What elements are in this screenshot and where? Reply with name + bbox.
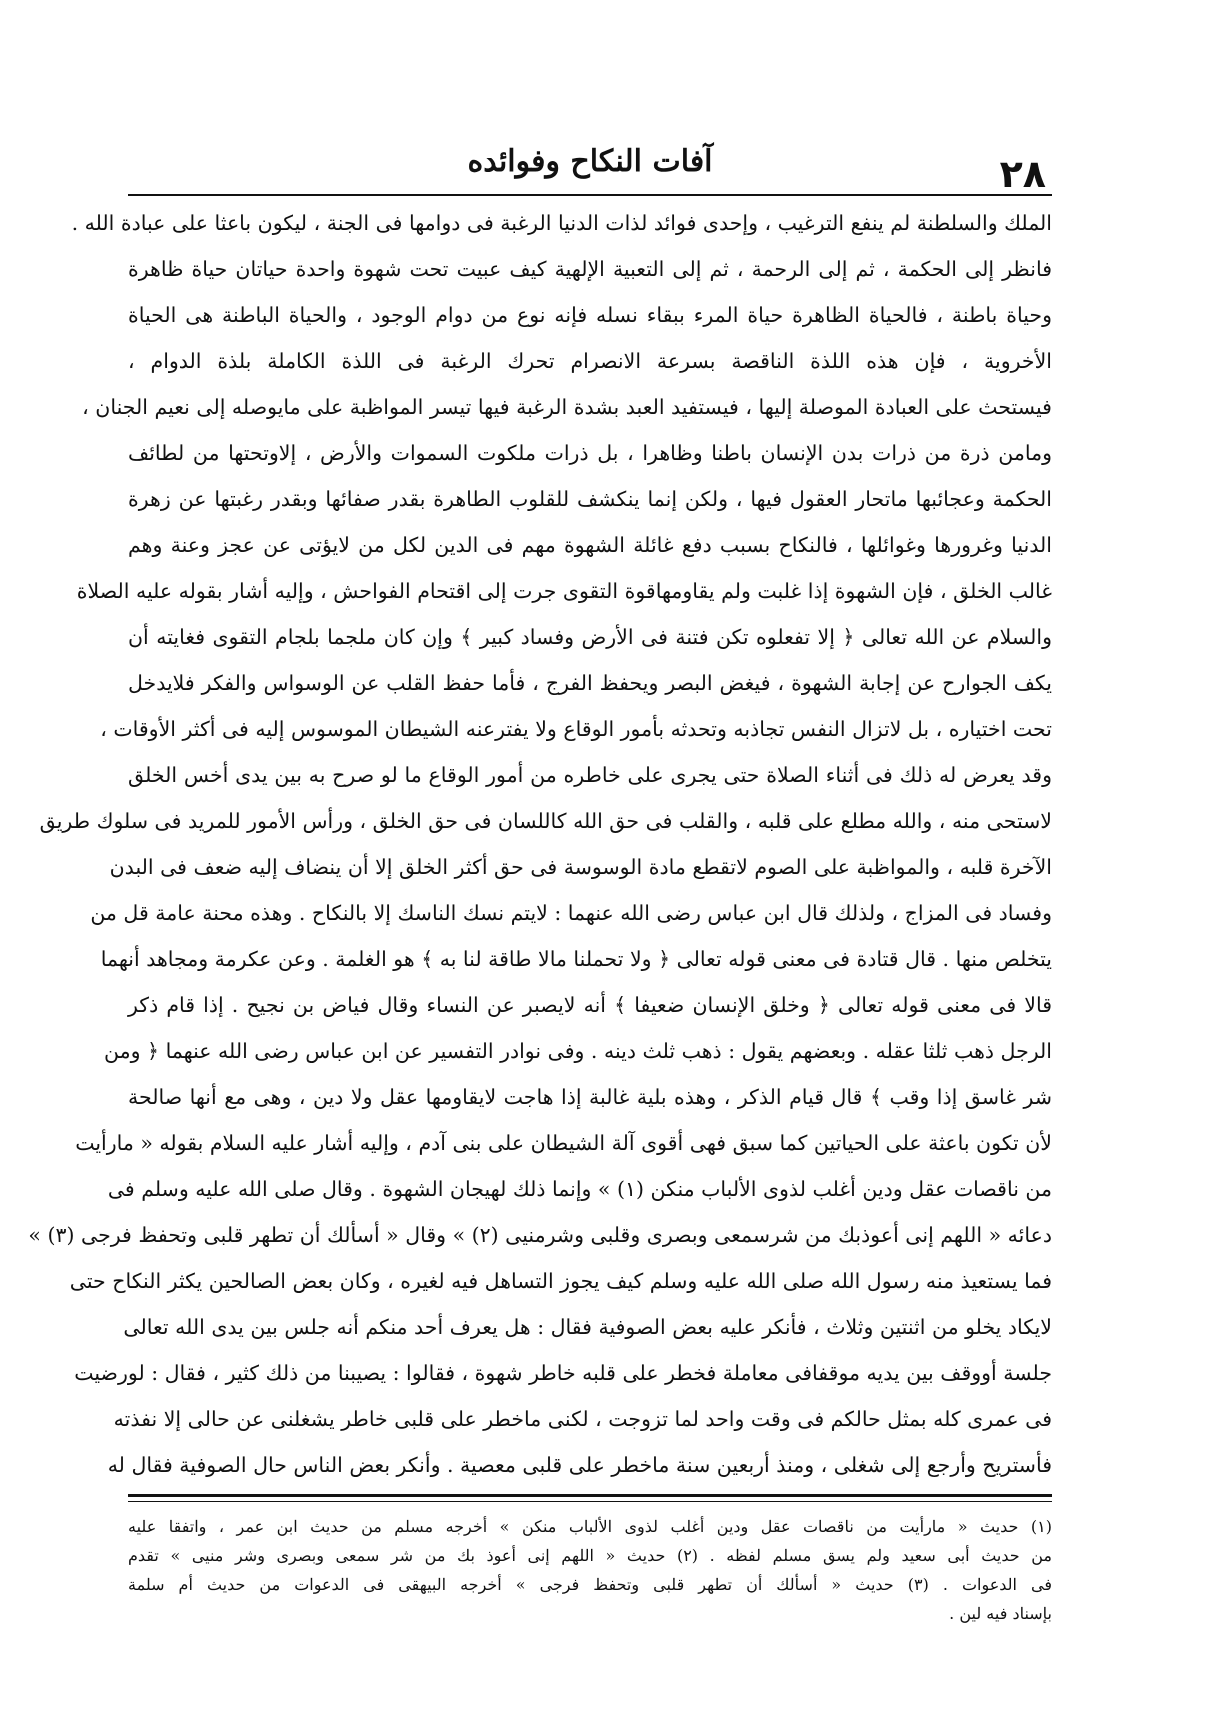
header-rule [128,194,1052,196]
text-line: لاستحى منه ، والله مطلع على قلبه ، والقلب فى حق الله كاللسان فى حق الخلق ، ورأس الأمور للمريد فى سلوك طريق [39,809,1052,833]
text-line: ومامن ذرة من ذرات بدن الإنسان باطنا وظاهرا ، بل ذرات ملكوت السموات والأرض ، إلاوتحتها من لطائف [128,441,1052,465]
text-line: وقد يعرض له ذلك فى أثناء الصلاة حتى يجرى على خاطره من أمور الوقاع ما لو صرح به بين يدى أخس الخلق [128,763,1052,787]
page-number: ٢٨ [999,152,1046,196]
text-line: الحكمة وعجائبها ماتحار العقول فيها ، ولكن إنما ينكشف للقلوب الطاهرة بقدر صفائها وبقدر رغبتها عن زهرة [128,487,1052,511]
text-line: لأن تكون باعثة على الحياتين كما سبق فهى أقوى آلة الشيطان على بنى آدم ، وإليه أشار عليه السلام بقوله « مارأيت [75,1131,1052,1155]
text-line: تحت اختياره ، بل لاتزال النفس تجاذبه وتحدثه بأمور الوقاع ولا يفترعنه الشيطان الموسوس إليه فى أكثر الأوقات ، [100,717,1052,741]
text-line: والسلام عن الله تعالى ﴿ إلا تفعلوه تكن فتنة فى الأرض وفساد كبير ﴾ وإن كان ملجما بلجام التقوى فغايته أن [128,625,1052,649]
text-line: شر غاسق إذا وقب ﴾ قال قيام الذكر ، وهذه بلية غالبة إذا هاجت لايقاومها عقل ولا دين ، وهى مع أنها صالحة [128,1085,1052,1109]
text-line: الأخروية ، فإن هذه اللذة الناقصة بسرعة الانصرام تحرك الرغبة فى اللذة الكاملة بلذة الدوام ، [128,349,1052,373]
footnote-line: فى الدعوات . (٣) حديث « أسألك أن تطهر قلبى وتحفظ فرجى » أخرجه البيهقى فى الدعوات من حديث أم سلمة [128,1575,1053,1594]
footnote-line: من حديث أبى سعيد ولم يسق مسلم لفظه . (٢) حديث « اللهم إنى أعوذ بك من شر سمعى وبصرى وشر منيى » تقدم [128,1546,1052,1565]
text-line: فأستريح وأرجع إلى شغلى ، ومنذ أربعين سنة ماخطر على قلبى معصية . وأنكر بعض الناس حال الصوفية فقال له [107,1453,1052,1477]
text-line: الدنيا وغرورها وغوائلها ، فالنكاح بسبب دفع غائلة الشهوة مهم فى الدين لكل من لايؤتى عن عجز وعنة وهم [128,533,1052,557]
footnotes [128,1512,1052,1628]
page-header [128,142,1052,202]
text-line: الرجل ذهب ثلثا عقله . وبعضهم يقول : ذهب ثلث دينه . وفى نوادر التفسير عن ابن عباس رضى الله عنهما ﴿ ومن [104,1039,1052,1063]
text-line: يتخلص منها . قال قتادة فى معنى قوله تعالى ﴿ ولا تحملنا مالا طاقة لنا به ﴾ هو الغلمة . وعن عكرمة ومجاهد أنهما [100,947,1052,971]
footnote-line: (١) حديث « مارأيت من ناقصات عقل ودين أغلب لذوى الألباب منكن » أخرجه مسلم من حديث ابن عمر ، واتفقا عليه [128,1517,1052,1536]
footnote-separator [128,1494,1052,1497]
text-line: فانظر إلى الحكمة ، ثم إلى الرحمة ، ثم إلى التعبية الإلهية كيف عبيت تحت شهوة واحدة حياتان حياة ظاهرة [128,257,1052,281]
text-line: جلسة أووقف بين يديه موقفافى معاملة فخطر على قلبه خاطر شهوة ، فقالوا : يصيبنا من ذلك كثير ، فقال : لورضيت [74,1361,1052,1385]
text-line: الآخرة قلبه ، والمواظبة على الصوم لاتقطع مادة الوسوسة فى حق أكثر الخلق إلا أن ينضاف إليه ضعف فى البدن [109,855,1052,879]
text-line: يكف الجوارح عن إجابة الشهوة ، فيغض البصر ويحفظ الفرج ، فأما حفظ القلب عن الوسواس والفكر فلايدخل [128,671,1052,695]
footnote-separator-thin [128,1501,1052,1502]
text-line: قالا فى معنى قوله تعالى ﴿ وخلق الإنسان ضعيفا ﴾ أنه لايصبر عن النساء وقال فياض بن نجيح . إذا قام ذكر [128,993,1052,1017]
running-title: آفات النكاح وفوائده [467,144,713,179]
text-line: الملك والسلطنة لم ينفع الترغيب ، وإحدى فوائد لذات الدنيا الرغبة فى دوامها فى الجنة ، ليكون باعثا على عبادة الله . [71,211,1052,235]
footnote-line: بإسناد فيه لين . [949,1604,1052,1623]
main-text [28,200,1052,1488]
text-line: فما يستعيذ منه رسول الله صلى الله عليه وسلم كيف يجوز التساهل فيه لغيره ، وكان بعض الصالحين يكثر النكاح حتى [69,1269,1052,1293]
text-line: وحياة باطنة ، فالحياة الظاهرة حياة المرء ببقاء نسله فإنه نوع من دوام الوجود ، والحياة الباطنة هى الحياة [128,303,1052,327]
text-line: فيستحث على العبادة الموصلة إليها ، فيستفيد العبد بشدة الرغبة فيها تيسر المواظبة على مايوصله إلى نعيم الجنان ، [82,395,1052,419]
text-line: من ناقصات عقل ودين أغلب لذوى الألباب منكن (١) » وإنما ذلك لهيجان الشهوة . وقال صلى الله عليه وسلم فى [107,1177,1052,1201]
text-line: لايكاد يخلو من اثنتين وثلاث ، فأنكر عليه بعض الصوفية فقال : هل يعرف أحد منكم أنه جلس بين يدى الله تعالى [123,1315,1052,1339]
text-line: دعائه « اللهم إنى أعوذبك من شرسمعى وبصرى وقلبى وشرمنيى (٢) » وقال « أسألك أن تطهر قلبى وتحفظ فرجى (٣) » [28,1223,1052,1247]
text-line: فى عمرى كله بمثل حالكم فى وقت واحد لما تزوجت ، لكنى ماخطر على قلبى خاطر يشغلنى عن حالى إلا نفذته [113,1407,1052,1431]
text-line: وفساد فى المزاج ، ولذلك قال ابن عباس رضى الله عنهما : لايتم نسك الناسك إلا بالنكاح . وهذه محنة عامة قل من [90,901,1052,925]
text-line: غالب الخلق ، فإن الشهوة إذا غلبت ولم يقاومهاقوة التقوى جرت إلى اقتحام الفواحش ، وإليه أشار بقوله عليه الصلاة [76,579,1052,603]
